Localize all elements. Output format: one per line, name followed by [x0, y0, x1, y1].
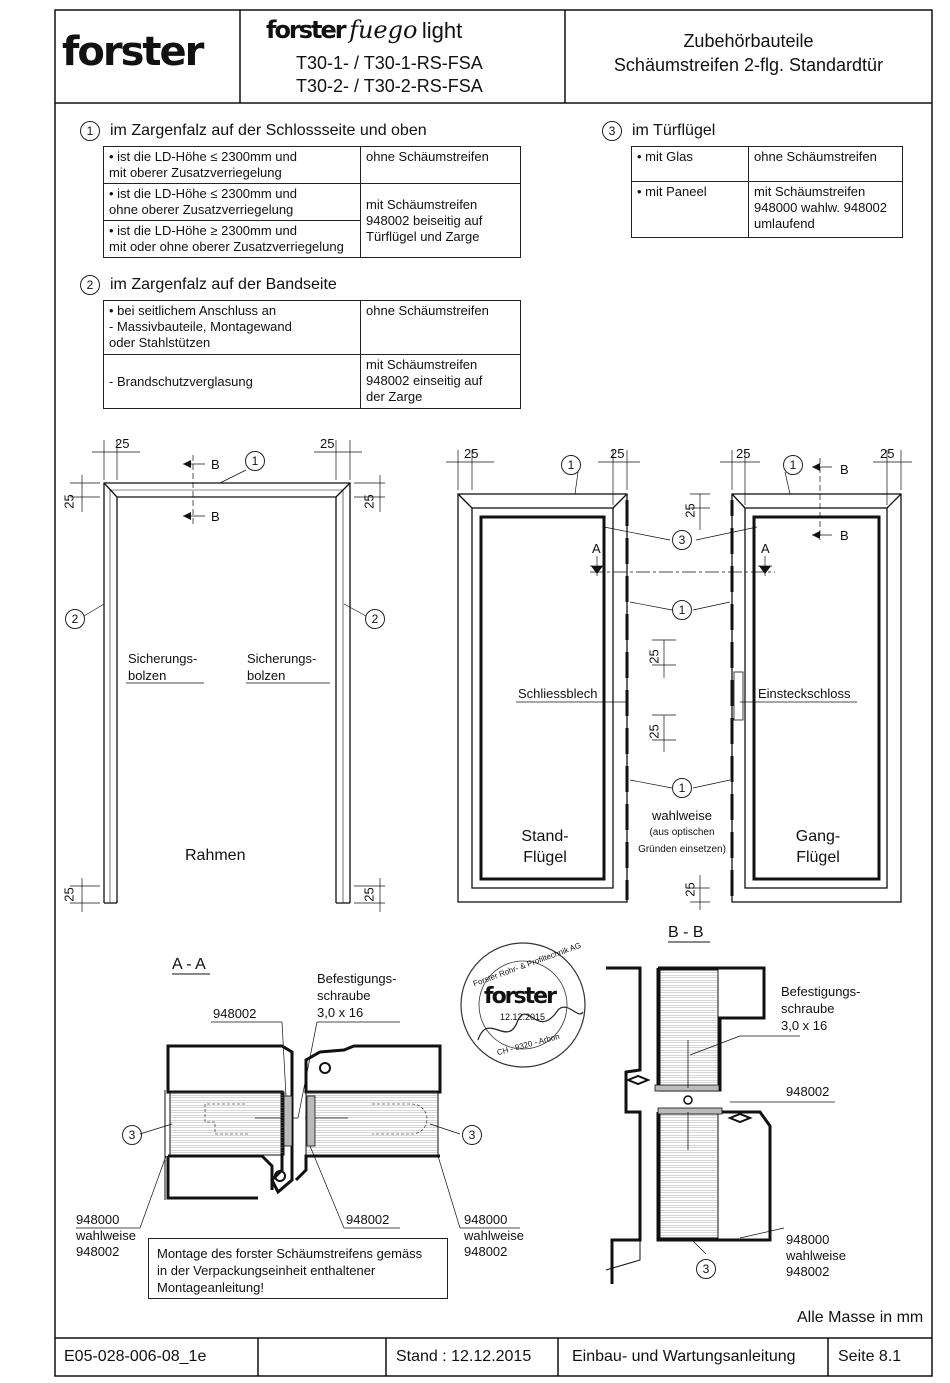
dim-25-e: 25 — [61, 887, 77, 902]
s1-result-2: mit Schäumstreifen 948002 beiseitig auf Türflügel und Zarge — [361, 184, 521, 258]
section-2-title: im Zargenfalz auf der Bandseite — [110, 276, 337, 294]
sicherungsbolzen-right-label: Sicherungs- bolzen — [247, 651, 317, 683]
bb-callout-3: 3 — [696, 1259, 716, 1279]
montage-note-box — [148, 1238, 448, 1299]
gangfluegel-label: Gang- Flügel — [795, 828, 841, 866]
standfluegel-label: Stand- Flügel — [521, 828, 569, 866]
section-a-left: A — [592, 541, 601, 556]
s3-result-1: ohne Schäumstreifen — [749, 147, 903, 182]
dim-25-m: 25 — [646, 724, 662, 739]
schliessblech-label: Schliessblech — [518, 686, 598, 701]
section-3-title: im Türflügel — [632, 122, 716, 140]
title-line-2: Schäumstreifen 2-flg. Standardtür — [613, 55, 884, 75]
stamp-place: CH - 9320 - Arbon — [495, 1031, 561, 1058]
dim-25-c: 25 — [61, 494, 77, 509]
callout-1-middle: 1 — [672, 600, 692, 620]
s1-result-1: ohne Schäumstreifen — [361, 147, 521, 184]
dim-25-l: 25 — [646, 649, 662, 664]
dim-25-g: 25 — [464, 446, 479, 461]
company-stamp — [458, 940, 588, 1070]
footer-page-number: Seite 8.1 — [838, 1348, 902, 1365]
section-aa-drawing — [76, 974, 520, 1228]
aa-948002-middle-label: 948002 — [346, 1212, 390, 1227]
bb-948000-label: 948000 wahlweise 948002 — [786, 1232, 846, 1279]
s3-cond-2: • mit Paneel — [632, 182, 749, 238]
model-line-1: T30-1- / T30-1-RS-FSA — [296, 53, 483, 73]
dim-25-n: 25 — [682, 882, 698, 897]
section-bb-title: B - B — [668, 924, 704, 941]
model-line-2: T30-2- / T30-2-RS-FSA — [296, 76, 483, 96]
stamp-date: 12.12.2015 — [500, 1012, 546, 1022]
wahlweise-label: wahlweise (aus optischen Gründen einsetzen) — [638, 808, 726, 855]
dim-25-j: 25 — [880, 446, 895, 461]
montage-note-line-1: Montage des forster Schäumstreifens gemäss — [157, 1246, 423, 1261]
forster-logo: forster — [62, 29, 203, 75]
einsteckschloss-label: Einsteckschloss — [758, 686, 851, 701]
aa-948000-left-label: 948000 wahlweise 948002 — [76, 1212, 136, 1259]
product-logo-sub: fuego — [349, 16, 418, 44]
section-b-right-top: B — [840, 462, 849, 477]
s1-cond-3: • ist die LD-Höhe ≥ 2300mm und mit oder ohne oberer Zusatzverriegelung — [104, 221, 361, 258]
stamp-logo: forster — [484, 984, 555, 1009]
callout-1-stand: 1 — [561, 455, 581, 475]
s2-result-1: ohne Schäumstreifen — [361, 301, 521, 355]
s1-cond-2: • ist die LD-Höhe ≤ 2300mm und ohne oberer Zusatzverriegelung — [104, 184, 361, 221]
callout-1-rahmen: 1 — [245, 451, 265, 471]
aa-callout-3-right: 3 — [462, 1125, 482, 1145]
sicherungsbolzen-left-label: Sicherungs- bolzen — [128, 651, 198, 683]
s3-result-2: mit Schäumstreifen 948000 wahlw. 948002 umlaufend — [749, 182, 903, 238]
title-line-1: Zubehörbauteile — [683, 31, 814, 51]
footer-manual-title: Einbau- und Wartungsanleitung — [572, 1348, 796, 1365]
aa-callout-3-left: 3 — [122, 1125, 142, 1145]
dim-25-h: 25 — [610, 446, 625, 461]
s2-cond-2: - Brandschutzverglasung — [104, 355, 361, 409]
callout-2-left: 2 — [65, 609, 85, 629]
montage-note-line-3: Montageanleitung! — [157, 1280, 264, 1295]
dim-25-i: 25 — [736, 446, 751, 461]
s2-cond-1: • bei seitlichem Anschluss an - Massivbauteile, Montagewand oder Stahlstützen — [104, 301, 361, 355]
callout-2-right: 2 — [365, 609, 385, 629]
callout-1-lower: 1 — [672, 778, 692, 798]
dim-25-f: 25 — [361, 887, 377, 902]
section-1-title: im Zargenfalz auf der Schlossseite und oben — [110, 122, 427, 140]
aa-948000-right-label: 948000 wahlweise 948002 — [464, 1212, 524, 1259]
section-b-right-bottom: B — [840, 528, 849, 543]
dim-25-a: 25 — [115, 436, 130, 451]
dim-25-b: 25 — [320, 436, 335, 451]
section-1-number: 1 — [80, 121, 100, 141]
bb-befestigungsschraube-label: Befestigungs- schraube 3,0 x 16 — [781, 984, 861, 1033]
callout-3-leaves: 3 — [672, 530, 692, 550]
units-note: Alle Masse in mm — [797, 1309, 924, 1326]
aa-befestigungsschraube-label: Befestigungs- schraube 3,0 x 16 — [317, 971, 397, 1020]
dim-25-k: 25 — [682, 503, 698, 518]
montage-note-line-2: in der Verpackungseinheit enthaltener — [157, 1263, 376, 1278]
callout-1-gang: 1 — [783, 455, 803, 475]
product-logo-suffix: light — [421, 18, 463, 43]
section-b-bottom: B — [211, 509, 220, 524]
footer-stand-date: Stand : 12.12.2015 — [396, 1348, 532, 1365]
footer-document-number: E05-028-006-08_1e — [64, 1348, 207, 1365]
s1-cond-1: • ist die LD-Höhe ≤ 2300mm und mit oberer Zusatzverriegelung — [104, 147, 361, 184]
product-logo-main: forster — [266, 16, 345, 44]
section-2-number: 2 — [80, 275, 100, 295]
stamp-ring-text: Forster Rohr- & Profiltechnik AG — [471, 940, 583, 989]
section-aa-title: A - A — [172, 956, 206, 973]
bb-948002-label: 948002 — [786, 1084, 830, 1099]
section-a-right: A — [761, 541, 770, 556]
section-b-top: B — [211, 457, 220, 472]
s2-result-2: mit Schäumstreifen 948002 einseitig auf der Zarge — [361, 355, 521, 409]
section-3-number: 3 — [602, 121, 622, 141]
aa-948002-top-label: 948002 — [213, 1006, 257, 1021]
dim-25-d: 25 — [361, 494, 377, 509]
s3-cond-1: • mit Glas — [632, 147, 749, 182]
rahmen-label: Rahmen — [185, 847, 246, 864]
